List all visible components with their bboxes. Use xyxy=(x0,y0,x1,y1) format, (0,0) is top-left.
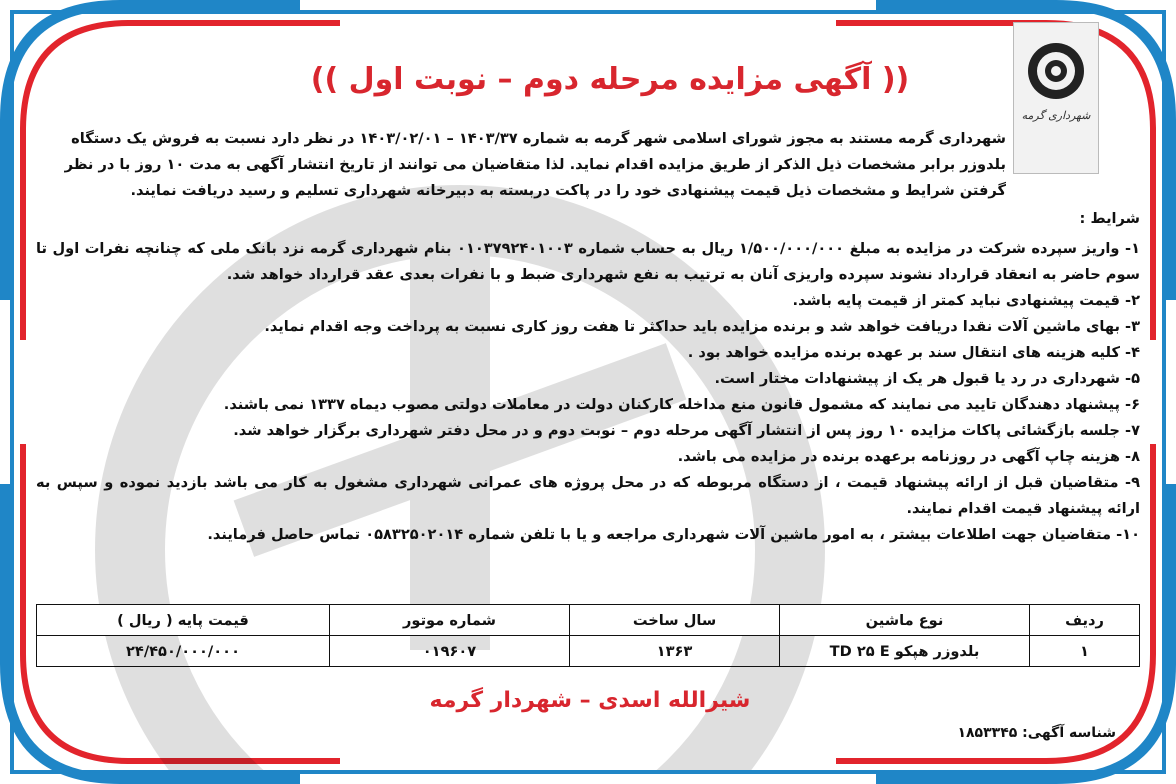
intro-line: گرفتن شرایط و مشخصات ذیل قیمت پیشنهادی خود را در پاکت دربسته به دبیرخانه شهرداری تسلیم و رسید دریافت نمایند. xyxy=(130,182,1006,199)
conditions-label: شرایط : xyxy=(1079,210,1140,227)
intro-paragraph xyxy=(36,126,1006,204)
header-row-number: ردیف xyxy=(1030,605,1140,636)
condition-item: ۸- هزینه چاپ آگهی در روزنامه برعهده برنده در مزایده می باشد. xyxy=(677,448,1140,465)
intro-line: بلدوزر برابر مشخصات ذیل الذکر از طریق مزایده اقدام نماید. لذا متقاضیان می توانند از تاریخ انتشار آگهی به مدت ۱۰ روز با در نظر xyxy=(64,156,1006,173)
logo-caption: شهرداری گرمه xyxy=(1021,109,1091,122)
municipality-logo xyxy=(1013,22,1099,174)
condition-item: ۴- کلیه هزینه های انتقال سند بر عهده برنده مزایده خواهد بود . xyxy=(687,344,1140,361)
conditions-list xyxy=(36,236,1140,548)
ad-identifier: شناسه آگهی: ۱۸۵۳۳۴۵ xyxy=(957,725,1116,741)
cell-engine-number: ۰۱۹۶۰۷ xyxy=(330,636,570,667)
table-row xyxy=(37,636,1140,667)
cell-machine-type: بلدوزر هپکو TD ۲۵ E xyxy=(780,636,1030,667)
header-build-year: سال ساخت xyxy=(570,605,780,636)
condition-item: ۳- بهای ماشین آلات نقدا دریافت خواهد شد و برنده مزایده باید حداکثر تا هفت روز کاری نسبت به پرداخت وجه اقدام نماید. xyxy=(264,318,1140,335)
ad-title: (( آگهی مزایده مرحله دوم – نوبت اول )) xyxy=(310,62,910,97)
header-engine-number: شماره موتور xyxy=(330,605,570,636)
condition-item: ۲- قیمت پیشنهادی نباید کمتر از قیمت پایه باشد. xyxy=(792,292,1140,309)
machine-table xyxy=(36,604,1140,667)
condition-item: ۷- جلسه بازگشائی پاکات مزایده ۱۰ روز پس از انتشار آگهی مرحله دوم – نوبت دوم و در محل دفتر شهرداری برگزار خواهد شد. xyxy=(233,422,1140,439)
cell-build-year: ۱۳۶۳ xyxy=(570,636,780,667)
emblem-icon xyxy=(1024,39,1088,103)
condition-item: ۱- واریز سپرده شرکت در مزایده به مبلغ ۱/۵۰۰/۰۰۰/۰۰۰ ریال به حساب شماره ۰۱۰۳۷۹۲۴۰۱۰۰۳ بنام شهرداری گرمه نزد بانک ملی که چنانچه نفرات اول تا سوم حاضر به انعقاد قرارداد نشوند سپرده واریزی آنان به ترتیب به نفع شهرداری ضبط و با نفرات بعدی عقد قرارداد خواهد شد. xyxy=(36,240,1140,283)
condition-item: ۱۰- متقاضیان جهت اطلاعات بیشتر ، به امور ماشین آلات شهرداری مراجعه و یا با تلفن شماره ۰۵۸۳۲۵۰۲۰۱۴ تماس حاصل فرمایند. xyxy=(207,526,1140,543)
intro-line: شهرداری گرمه مستند به مجوز شورای اسلامی شهر گرمه به شماره ۱۴۰۳/۳۷ – ۱۴۰۳/۰۲/۰۱ در نظر دارد نسبت به فروش یک دستگاه xyxy=(71,130,1006,147)
cell-base-price: ۲۴/۴۵۰/۰۰۰/۰۰۰ xyxy=(37,636,330,667)
table-header-row xyxy=(37,605,1140,636)
mayor-signature: شیرالله اسدی – شهردار گرمه xyxy=(429,688,751,713)
condition-item: ۵- شهرداری در رد یا قبول هر یک از پیشنهادات مختار است. xyxy=(714,370,1140,387)
cell-row-number: ۱ xyxy=(1030,636,1140,667)
condition-item: ۶- پیشنهاد دهندگان تایید می نمایند که مشمول قانون منع مداخله کارکنان دولت در معاملات دولتی مصوب دیماه ۱۳۳۷ نمی باشند. xyxy=(223,396,1140,413)
header-base-price: قیمت پایه ( ریال ) xyxy=(37,605,330,636)
condition-item: ۹- متقاضیان قبل از ارائه پیشنهاد قیمت ، از دستگاه مربوطه که در محل پروژه های عمرانی شهرداری مشغول به کار می باشد بازدید نموده و سپس به ارائه پیشنهاد قیمت اقدام نمایند. xyxy=(36,474,1140,517)
header-machine-type: نوع ماشین xyxy=(780,605,1030,636)
